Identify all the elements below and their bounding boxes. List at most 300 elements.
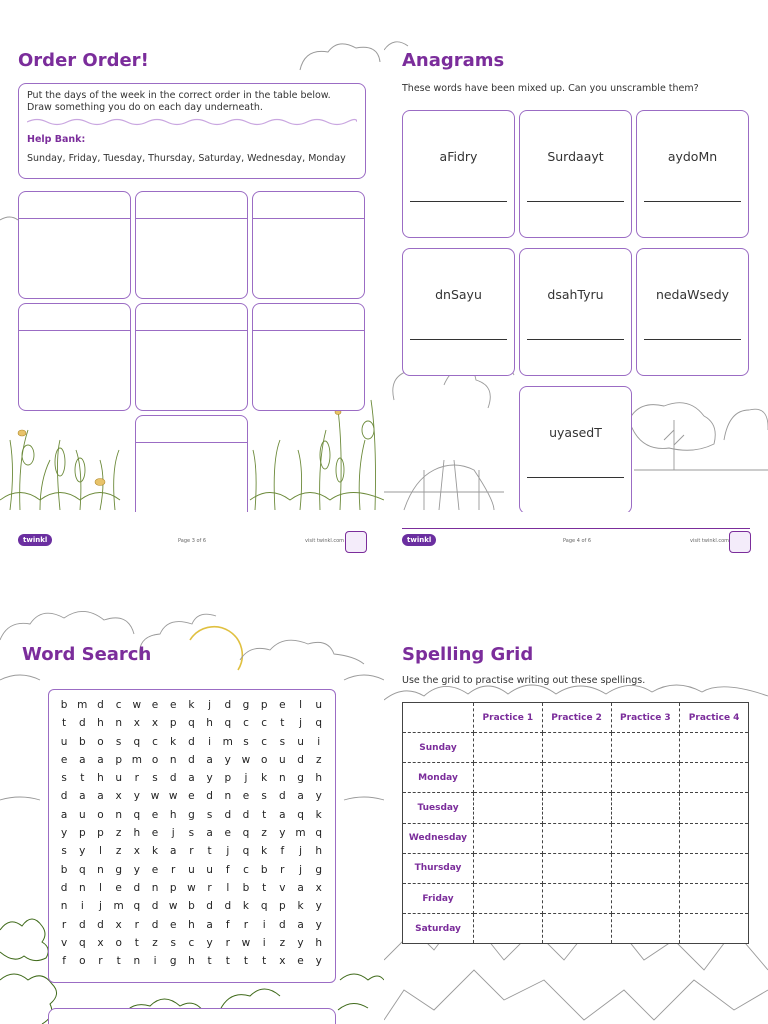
grid-letter[interactable]: d [151,900,159,913]
grid-letter[interactable]: y [297,936,304,949]
grid-letter[interactable]: j [226,845,230,858]
practice-cell[interactable] [611,793,680,823]
grid-letter[interactable]: y [224,753,231,766]
grid-letter[interactable]: l [99,845,102,858]
practice-cell[interactable] [611,914,680,944]
grid-letter[interactable]: h [188,955,195,968]
grid-letter[interactable]: n [97,863,104,876]
grid-letter[interactable]: b [242,881,250,894]
grid-letter[interactable]: q [242,845,250,858]
grid-letter[interactable]: f [225,863,230,876]
grid-letter[interactable]: f [225,918,230,931]
grid-letter[interactable]: x [133,845,140,858]
grid-letter[interactable]: j [244,772,248,785]
grid-letter[interactable]: h [97,772,104,785]
header-row [403,703,749,733]
grid-letter[interactable]: b [188,900,195,913]
grid-letter[interactable]: u [279,753,286,766]
grid-letter[interactable]: r [61,918,67,931]
help-bank-words: Sunday, Friday, Tuesday, Thursday, Saturday, Wednesday, Monday [27,153,346,164]
grid-letter[interactable]: y [315,790,322,803]
grid-letter[interactable]: z [115,845,122,858]
grid-letter[interactable]: g [297,772,304,785]
grid-letter[interactable]: d [224,699,232,711]
practice-cell[interactable] [680,853,749,883]
grid-letter[interactable]: t [243,955,249,968]
grid-letter[interactable]: a [206,827,213,840]
grid-letter[interactable]: r [134,772,139,785]
grid-letter[interactable]: g [169,955,177,968]
grid-letter[interactable]: r [171,863,176,876]
grid-letter[interactable]: y [315,955,322,968]
grid-letter[interactable]: m [77,699,88,711]
grid-letter[interactable]: e [151,863,159,876]
practice-cell[interactable] [474,733,543,763]
grid-letter[interactable]: q [133,900,141,913]
grid-letter[interactable]: l [99,881,102,894]
grid-letter[interactable]: n [279,772,286,785]
practice-cell[interactable] [474,823,543,853]
grid-letter[interactable]: e [279,699,286,711]
anagram-card-7[interactable] [519,386,632,512]
grid-letter[interactable]: e [242,790,250,803]
grid-letter[interactable]: j [299,717,302,730]
grid-letter[interactable]: d [60,881,68,894]
grid-letter[interactable]: h [188,918,195,931]
grid-letter[interactable]: r [134,918,139,931]
grid-letter[interactable]: a [97,753,104,766]
grid-letter[interactable]: y [133,863,140,876]
grid-letter[interactable]: a [60,808,68,821]
grid-letter[interactable]: u [60,735,68,748]
grid-letter[interactable]: p [78,827,86,840]
grid-letter[interactable]: t [207,955,212,968]
grid-letter[interactable]: d [188,735,195,748]
grid-letter[interactable]: s [243,735,249,748]
day-cell-7[interactable] [135,415,248,512]
grid-letter[interactable]: p [97,827,104,840]
grid-letter[interactable]: i [317,735,321,748]
page-number: Page 4 of 6 [563,538,592,544]
grid-letter[interactable]: m [295,827,306,840]
grid-letter[interactable]: u [297,735,304,748]
grid-letter[interactable]: h [315,845,323,858]
practice-cell[interactable] [474,793,543,823]
answer-line[interactable] [527,339,624,340]
grid-letter[interactable]: r [243,918,249,931]
grid-letter[interactable]: f [62,955,66,968]
grid-letter[interactable]: g [242,699,250,711]
grid-letter[interactable]: x [133,717,140,730]
anagram-card-5[interactable] [519,248,632,376]
practice-cell[interactable] [611,823,680,853]
grid-letter[interactable]: b [260,863,268,876]
grid-letter[interactable]: k [261,845,268,858]
grid-letter[interactable]: t [280,717,285,730]
day-cell-divider [136,442,247,443]
day-cell-3[interactable] [252,191,365,299]
grid-letter[interactable]: l [299,699,302,711]
grid-letter[interactable]: s [61,772,67,785]
grid-letter[interactable]: c [261,717,268,730]
grid-letter[interactable]: j [208,699,212,711]
anagram-word: dnSayu [435,287,482,302]
practice-cell[interactable] [680,914,749,944]
grid-letter[interactable]: s [152,772,158,785]
grid-letter[interactable]: u [188,863,195,876]
practice-cell[interactable] [611,883,680,913]
grid-letter[interactable]: h [97,717,104,730]
practice-cell[interactable] [542,914,611,944]
grid-letter[interactable]: p [260,699,268,711]
grid-letter[interactable]: p [279,900,286,913]
site-link[interactable]: visit twinkl.com [305,538,345,544]
day-cell-1[interactable] [18,191,131,299]
grid-letter[interactable]: z [261,827,267,840]
grid-letter[interactable]: f [280,845,285,858]
grid-letter[interactable]: n [115,808,122,821]
grid-letter[interactable]: j [99,900,102,913]
grid-letter[interactable]: k [297,900,304,913]
grid-letter[interactable]: x [115,918,122,931]
practice-cell[interactable] [542,883,611,913]
grid-letter[interactable]: e [169,918,177,931]
practice-cell[interactable] [542,853,611,883]
grid-letter[interactable]: a [206,918,213,931]
answer-line[interactable] [527,477,624,478]
grid-letter[interactable]: c [152,735,158,748]
grid-letter[interactable]: b [60,699,68,711]
grid-letter[interactable]: k [315,808,322,821]
grid-letter[interactable]: p [115,753,122,766]
grid-letter[interactable]: o [260,753,268,766]
grid-letter[interactable]: h [206,717,213,730]
grid-letter[interactable]: d [97,699,104,711]
grid-letter[interactable]: q [315,827,323,840]
grid-letter[interactable]: q [188,717,195,730]
grid-letter[interactable]: i [262,918,266,931]
grid-letter[interactable]: a [188,772,195,785]
grid-letter[interactable]: y [315,900,322,913]
grid-letter[interactable]: c [243,863,249,876]
grid-letter[interactable]: w [132,699,142,711]
answer-line[interactable] [644,339,741,340]
practice-cell[interactable] [542,763,611,793]
grid-letter[interactable]: y [279,827,286,840]
grid-letter[interactable]: d [78,918,86,931]
grid-letter[interactable]: l [226,881,230,894]
grid-letter[interactable]: s [188,827,195,840]
grid-letter[interactable]: p [169,881,177,894]
grid-letter[interactable]: q [78,936,86,949]
grid-letter[interactable]: k [261,772,268,785]
grid-letter[interactable]: k [242,900,250,913]
anagram-card-2[interactable] [519,110,632,238]
grid-letter[interactable]: x [97,936,104,949]
grid-letter[interactable]: a [206,753,213,766]
grid-letter[interactable]: e [115,881,122,894]
instructions: Use the grid to practise writing out these spellings. [402,675,646,686]
grid-letter[interactable]: p [169,717,177,730]
spelling-table [402,702,749,944]
grid-letter[interactable]: u [206,863,213,876]
grid-letter[interactable]: z [279,936,286,949]
grid-letter[interactable]: z [315,753,322,766]
grid-letter[interactable]: x [151,717,159,730]
answer-line[interactable] [410,201,507,202]
answer-line[interactable] [644,201,741,202]
corner-cell [403,703,474,733]
grid-letter[interactable]: w [241,753,251,766]
grid-letter[interactable]: t [62,717,67,730]
grid-letter[interactable]: e [151,699,159,711]
grid-letter[interactable]: a [297,790,304,803]
grid-letter[interactable]: r [207,881,212,894]
grid-letter[interactable]: j [299,863,302,876]
grid-letter[interactable]: y [206,772,213,785]
practice-cell[interactable] [680,883,749,913]
day-cell-5[interactable] [135,303,248,411]
practice-cell[interactable] [474,853,543,883]
table-row [403,763,749,793]
grid-letter[interactable]: t [207,845,212,858]
grid-letter[interactable]: r [280,863,285,876]
grid-letter[interactable]: o [97,735,104,748]
grid-letter[interactable]: e [60,753,68,766]
grid-letter[interactable]: d [78,717,86,730]
grid-letter[interactable]: d [206,900,213,913]
grid-letter[interactable]: t [262,955,267,968]
grid-letter[interactable]: s [170,936,176,949]
grid-letter[interactable]: n [115,717,122,730]
grid-letter[interactable]: t [116,955,121,968]
grid-letter[interactable]: n [60,900,68,913]
grid-letter[interactable]: s [115,735,122,748]
grid-letter[interactable]: t [262,881,267,894]
grid-letter[interactable]: t [134,936,139,949]
grid-letter[interactable]: z [152,936,158,949]
anagrams-page [384,0,768,512]
practice-cell[interactable] [680,793,749,823]
grid-letter[interactable]: g [315,863,323,876]
grid-letter[interactable]: y [60,827,68,840]
grid-letter[interactable]: n [133,955,141,968]
grid-letter[interactable]: k [170,735,177,748]
day-cell-6[interactable] [252,303,365,411]
grid-letter[interactable]: k [188,699,195,711]
grid-letter[interactable]: q [224,717,232,730]
grid-letter[interactable]: w [150,790,160,803]
day-cell-4[interactable] [18,303,131,411]
grid-letter[interactable]: d [133,881,141,894]
grid-letter[interactable]: d [279,918,286,931]
grid-letter[interactable]: d [206,790,213,803]
grid-letter[interactable]: c [188,936,195,949]
practice-cell[interactable] [474,763,543,793]
grid-letter[interactable]: e [151,827,159,840]
grid-letter[interactable]: o [151,753,159,766]
grid-letter[interactable]: y [315,918,322,931]
grid-letter[interactable]: a [297,918,304,931]
grid-letter[interactable]: e [188,790,195,803]
grid-letter[interactable]: a [79,790,86,803]
grid-letter[interactable]: q [133,808,141,821]
order-order-page [0,0,384,512]
grid-letter[interactable]: e [224,827,232,840]
grid-letter[interactable]: y [206,936,213,949]
row-label: Thursday [403,853,474,883]
grid-letter[interactable]: t [225,955,230,968]
twinkl-logo: twinkl [18,534,52,546]
row-label: Wednesday [403,823,474,853]
anagram-card-1[interactable] [402,110,515,238]
grid-letter[interactable]: d [224,900,232,913]
grid-letter[interactable]: e [169,699,177,711]
grid-letter[interactable]: a [297,881,304,894]
grid-letter[interactable]: w [241,936,251,949]
grid-letter[interactable]: h [169,808,177,821]
anagram-word: aFidry [439,149,478,164]
row-label: Sunday [403,733,474,763]
grid-letter[interactable]: d [279,790,286,803]
grid-letter[interactable]: t [262,808,267,821]
day-cell-divider [19,330,130,331]
practice-cell[interactable] [680,823,749,853]
grid-letter[interactable]: i [262,936,266,949]
grid-letter[interactable]: m [131,753,142,766]
grid-letter[interactable]: z [115,827,122,840]
grid-letter[interactable]: q [78,863,86,876]
grid-letter[interactable]: r [189,845,194,858]
grid-letter[interactable]: n [224,790,232,803]
grid-letter[interactable]: u [315,699,323,711]
grid-letter[interactable]: d [151,918,159,931]
grid-letter[interactable]: g [115,863,122,876]
grid-letter[interactable]: q [297,808,304,821]
practice-cell[interactable] [542,733,611,763]
answer-line[interactable] [410,339,507,340]
practice-cell[interactable] [474,883,543,913]
grid-letter[interactable]: o [79,955,86,968]
word-search-grid[interactable] [55,696,328,970]
grid-letter[interactable]: c [261,735,268,748]
grid-letter[interactable]: i [153,955,157,968]
practice-cell[interactable] [680,733,749,763]
grid-letter[interactable]: n [169,753,177,766]
day-cell-2[interactable] [135,191,248,299]
grid-letter[interactable]: n [78,881,86,894]
grid-letter[interactable]: c [243,717,249,730]
grid-letter[interactable]: u [115,772,122,785]
header-practice-1: Practice 1 [474,703,543,733]
grid-letter[interactable]: r [225,936,230,949]
grid-letter[interactable]: e [297,955,304,968]
practice-cell[interactable] [680,763,749,793]
grid-letter[interactable]: a [97,790,104,803]
grid-letter[interactable]: s [261,790,267,803]
grid-letter[interactable]: a [79,753,86,766]
grid-letter[interactable]: h [315,772,323,785]
grid-letter[interactable]: d [169,772,177,785]
grid-letter[interactable]: h [133,827,141,840]
practice-cell[interactable] [474,914,543,944]
grid-letter[interactable]: q [133,735,141,748]
grid-letter[interactable]: m [222,735,233,748]
day-cell-divider [19,218,130,219]
grid-letter[interactable]: b [60,863,68,876]
grid-letter[interactable]: a [170,845,177,858]
grid-letter[interactable]: s [206,808,213,821]
grid-letter[interactable]: u [78,808,86,821]
grid-letter[interactable]: j [299,845,302,858]
grid-letter[interactable]: p [224,772,232,785]
instructions-box [18,83,366,179]
grid-letter[interactable]: q [260,900,268,913]
grid-letter[interactable]: c [115,699,122,711]
grid-letter[interactable]: x [315,881,322,894]
grid-letter[interactable]: t [80,772,85,785]
grid-letter[interactable]: x [115,790,122,803]
grid-letter[interactable]: o [115,936,122,949]
site-link[interactable]: visit twinkl.com [690,538,730,544]
grid-letter[interactable]: w [187,881,196,894]
grid-letter[interactable]: y [133,790,140,803]
grid-letter[interactable]: s [279,735,286,748]
grid-letter[interactable]: o [97,808,104,821]
day-cell-divider [253,330,364,331]
grid-letter[interactable]: w [168,900,178,913]
grid-letter[interactable]: h [315,936,323,949]
grid-letter[interactable]: q [242,827,250,840]
answer-line[interactable] [527,201,624,202]
grid-letter[interactable]: i [80,900,84,913]
grid-letter[interactable]: y [79,845,86,858]
grid-letter[interactable]: e [151,808,159,821]
grid-letter[interactable]: b [78,735,86,748]
practice-cell[interactable] [611,763,680,793]
grid-letter[interactable]: d [297,753,304,766]
grid-letter[interactable]: r [98,955,103,968]
practice-cell[interactable] [611,733,680,763]
grid-letter[interactable]: k [151,845,159,858]
grid-letter[interactable]: d [224,808,232,821]
anagram-card-6[interactable] [636,248,749,376]
grid-letter[interactable]: d [60,790,68,803]
grid-letter[interactable]: w [168,790,178,803]
grid-letter[interactable]: q [315,717,323,730]
practice-cell[interactable] [542,823,611,853]
grid-letter[interactable]: g [188,808,195,821]
grid-letter[interactable]: v [60,936,68,949]
practice-cell[interactable] [542,793,611,823]
grid-letter[interactable]: d [242,808,250,821]
anagram-card-3[interactable] [636,110,749,238]
anagram-card-4[interactable] [402,248,515,376]
grid-letter[interactable]: i [208,735,212,748]
grid-letter[interactable]: j [171,827,175,840]
grid-letter[interactable]: d [97,918,104,931]
row-label: Saturday [403,914,474,944]
practice-cell[interactable] [611,853,680,883]
grid-letter[interactable]: d [188,753,195,766]
grid-letter[interactable]: v [279,881,286,894]
grid-letter[interactable]: s [61,845,67,858]
grid-letter[interactable]: a [279,808,286,821]
row-label: Tuesday [403,793,474,823]
grid-letter[interactable]: m [113,900,124,913]
grid-letter[interactable]: n [151,881,159,894]
grid-letter[interactable]: x [279,955,286,968]
